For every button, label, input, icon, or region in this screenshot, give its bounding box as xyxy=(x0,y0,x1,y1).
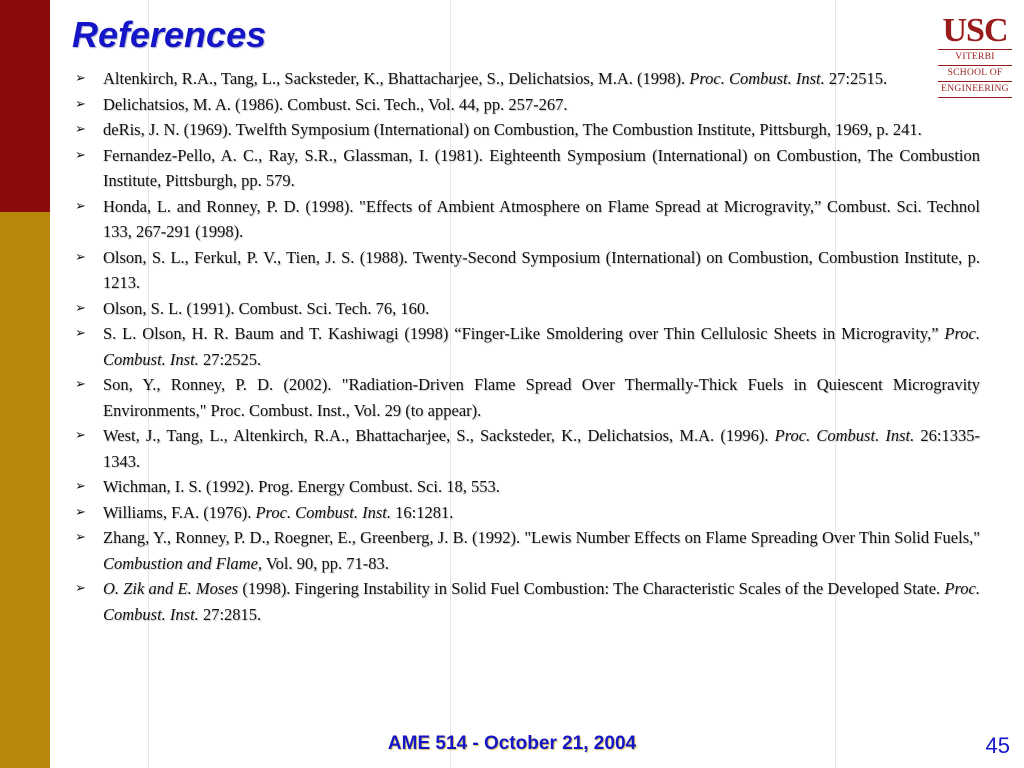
arrowhead-icon: ➢ xyxy=(75,71,86,86)
reference-text: 27:2515. xyxy=(824,69,888,88)
reference-list xyxy=(72,66,980,627)
reference-text: 27:2815. xyxy=(198,604,262,624)
reference-text: Williams, F.A. (1976). xyxy=(103,502,256,522)
reference-text: Fernandez-Pello, A. C., Ray, S.R., Glassman, I. (1981). Eighteenth Symposium (International) on Combustion, The Combustion Institute, Pittsburgh, pp. 579. xyxy=(103,145,980,190)
reference-item xyxy=(72,92,980,118)
reference-item xyxy=(72,576,980,627)
reference-item xyxy=(72,296,980,322)
reference-italic-text: Proc. Combust. Inst. xyxy=(689,69,825,88)
footer-text: AME 514 - October 21, 2004 xyxy=(387,733,637,754)
logo-line: ENGINEERING xyxy=(941,84,1009,94)
arrowhead-icon: ➢ xyxy=(75,122,86,137)
reference-text: Son, Y., Ronney, P. D. (2002). "Radiation-Driven Flame Spread Over Thermally-Thick Fuels in Quiescent Microgravity Environments," Proc. Combust. Inst., Vol. 29 (to appear). xyxy=(103,375,980,420)
reference-italic-text: Proc. Combust. Inst. xyxy=(103,579,980,624)
reference-item xyxy=(72,500,980,526)
page-number: 45 xyxy=(985,733,1010,758)
arrowhead-icon: ➢ xyxy=(75,530,86,545)
arrowhead-icon: ➢ xyxy=(75,581,86,596)
reference-item xyxy=(72,423,980,474)
reference-italic-text: Combustion and Flame xyxy=(103,553,258,573)
arrowhead-icon: ➢ xyxy=(75,479,86,494)
arrowhead-icon: ➢ xyxy=(75,428,86,443)
reference-text: , Vol. 90, pp. 71-83. xyxy=(257,553,389,573)
arrowhead-icon: ➢ xyxy=(75,300,86,316)
reference-item xyxy=(72,321,980,372)
reference-item xyxy=(72,194,980,245)
arrowhead-icon: ➢ xyxy=(75,147,86,163)
reference-text: Olson, S. L. (1991). Combust. Sci. Tech. 76, 160. xyxy=(103,298,430,318)
arrowhead-icon: ➢ xyxy=(75,326,86,341)
reference-text: Zhang, Y., Ronney, P. D., Roegner, E., Greenberg, J. B. (1992). "Lewis Number Effects on Flame Spreading Over Thin Solid Fuels," xyxy=(103,528,980,547)
reference-text: Altenkirch, R.A., Tang, L., Sacksteder, K., Bhattacharjee, S., Delichatsios, M.A. (1998). xyxy=(103,69,690,88)
sidebar-bottom-band xyxy=(0,212,50,768)
arrowhead-icon: ➢ xyxy=(75,377,86,392)
reference-italic-text: Proc. Combust. Inst. xyxy=(774,426,915,445)
arrowhead-icon: ➢ xyxy=(75,96,86,112)
reference-text: Olson, S. L., Ferkul, P. V., Tien, J. S. (1988). Twenty-Second Symposium (International) on Combustion, Combustion Institute, p. 1213. xyxy=(103,247,980,292)
reference-italic-text: O. Zik and E. Moses xyxy=(103,579,239,598)
arrowhead-icon: ➢ xyxy=(75,504,86,520)
logo-divider xyxy=(938,49,1012,50)
arrowhead-icon: ➢ xyxy=(75,249,86,265)
reference-text: 27:2525. xyxy=(198,349,262,369)
arrowhead-icon: ➢ xyxy=(75,198,86,214)
slide-title: References xyxy=(72,14,267,55)
reference-text: Wichman, I. S. (1992). Prog. Energy Combust. Sci. 18, 553. xyxy=(103,477,500,496)
sidebar-top-band xyxy=(0,0,50,212)
reference-text: West, J., Tang, L., Altenkirch, R.A., Bhattacharjee, S., Sacksteder, K., Delichatsios, M.A. (1996). xyxy=(103,426,775,445)
reference-italic-text: Proc. Combust. Inst. xyxy=(103,324,980,369)
reference-item xyxy=(72,245,980,296)
reference-text: 16:1281. xyxy=(390,502,454,522)
reference-text: 26:1335-1343. xyxy=(103,426,981,471)
reference-item xyxy=(72,117,980,143)
reference-item xyxy=(72,143,980,194)
reference-item xyxy=(72,474,980,500)
reference-italic-text: Proc. Combust. Inst. xyxy=(255,502,391,522)
reference-text: deRis, J. N. (1969). Twelfth Symposium (International) on Combustion, The Combustion Institute, Pittsburgh, 1969, p. 241. xyxy=(103,120,922,139)
reference-item xyxy=(72,372,980,423)
reference-text: Honda, L. and Ronney, P. D. (1998). "Effects of Ambient Atmosphere on Flame Spread at Microgravity,” Combust. Sci. Technol 133, 267-291 (1998). xyxy=(103,196,980,241)
logo-wordmark: USC xyxy=(942,12,1008,49)
reference-text: (1998). Fingering Instability in Solid Fuel Combustion: The Characteristic Scales of the Developed State. xyxy=(238,579,945,598)
reference-item xyxy=(72,525,980,576)
reference-text: Delichatsios, M. A. (1986). Combust. Sci. Tech., Vol. 44, pp. 257-267. xyxy=(103,94,568,114)
reference-text: S. L. Olson, H. R. Baum and T. Kashiwagi (1998) “Finger-Like Smoldering over Thin Cellulosic Sheets in Microgravity,” xyxy=(103,324,945,343)
logo-line: VITERBI xyxy=(955,52,995,62)
reference-item xyxy=(72,66,980,92)
logo-line: SCHOOL OF xyxy=(947,68,1003,78)
